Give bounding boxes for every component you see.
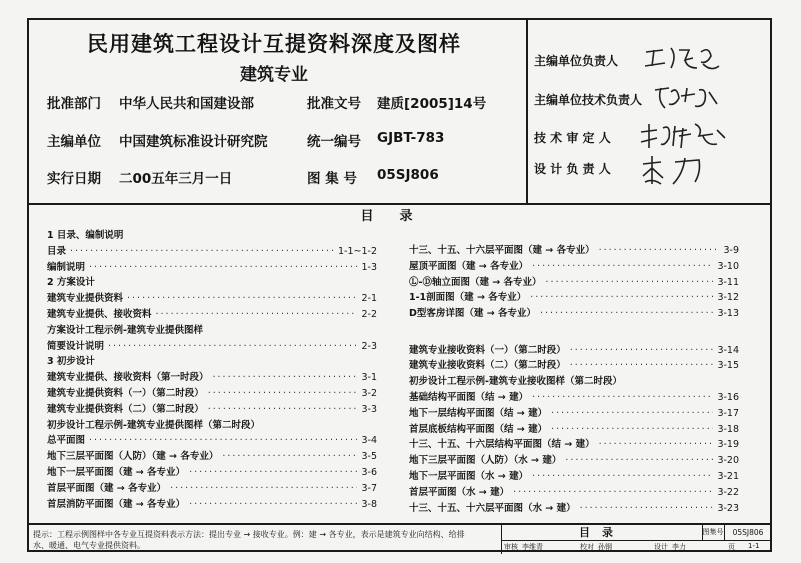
toc-entry-label: D型客房详图（建 → 各专业）	[409, 308, 536, 320]
toc-leader-dots	[570, 345, 714, 356]
toc-entry-label: 建筑专业提供、接收资料	[47, 309, 152, 320]
tb-designer-label: 设计	[654, 543, 668, 551]
drawing-frame	[27, 18, 772, 552]
toc-section-heading: 1 目录、编制说明	[47, 230, 124, 241]
toc-entry-page: 3-17	[717, 407, 739, 419]
toc-entry-page: 2-3	[361, 340, 377, 352]
toc-entry-page: 3-7	[361, 482, 377, 494]
sig-role-designer: 设 计 负 责 人	[534, 162, 611, 176]
sig-role-chief-tech: 主编单位技术负责人	[534, 93, 643, 107]
toc-entry-label: 地下三层平面图（人防）（建 → 各专业）	[47, 451, 219, 463]
tb-page-label: 页	[728, 543, 735, 551]
field-label-editor: 主编单位	[47, 134, 101, 150]
toc-entry[interactable]	[409, 421, 739, 435]
footer-block	[29, 523, 770, 554]
document-subtitle: 建筑专业	[240, 65, 308, 85]
tb-page-value: 1-1	[748, 542, 760, 550]
toc-entry[interactable]	[47, 338, 377, 352]
signature-chief-tech	[651, 82, 721, 112]
toc-entry-page: 3-12	[717, 292, 739, 304]
toc-entry[interactable]	[409, 468, 739, 482]
toc-entry-label: 首层平面图（建 → 各专业）	[47, 482, 167, 494]
title-block-code-label: 图集号	[702, 525, 725, 541]
toc-entry[interactable]	[409, 305, 739, 319]
toc-entry-label: 总平面图	[47, 435, 86, 447]
toc-entry-label: 地下一层平面图（建 → 各专业）	[47, 467, 186, 478]
toc-entry-label: 十三、十五、十六层结构平面图（结 → 建）	[409, 439, 595, 451]
toc-entry-page: 3-8	[361, 498, 377, 510]
toc-entry-label: 建筑专业接收资料（二）（第二时段）	[409, 360, 566, 372]
field-value-atlas-no: 05SJ806	[377, 167, 439, 183]
toc-leader-dots	[89, 262, 357, 273]
sig-role-reviewer: 技 术 审 定 人	[534, 131, 611, 145]
toc-leader-dots	[599, 439, 714, 450]
toc-entry-page: 3-3	[361, 403, 377, 415]
toc-entry[interactable]	[47, 496, 377, 510]
title-block	[501, 525, 771, 554]
toc-leader-dots	[213, 372, 358, 383]
toc-entry-page: 3-9	[723, 245, 739, 256]
field-label-atlas-no: 图 集 号	[307, 171, 357, 187]
field-value-approval-dept: 中华人民共和国建设部	[119, 96, 254, 112]
toc-entry[interactable]	[47, 243, 377, 257]
toc-entry[interactable]	[47, 464, 377, 478]
toc-leader-dots	[551, 408, 713, 419]
toc-entry-label: 首层底板结构平面图（结 → 建）	[409, 423, 548, 435]
toc-entry[interactable]	[409, 289, 739, 303]
toc-leader-dots	[599, 245, 720, 256]
toc-entry-page: 3-10	[717, 260, 739, 272]
field-value-editor: 中国建筑标准设计研究院	[119, 134, 268, 150]
toc-entry-page: 2-1	[361, 293, 377, 305]
field-label-effective-date: 实行日期	[47, 171, 101, 187]
toc-entry[interactable]	[409, 500, 739, 514]
toc-entry-label: 首层消防平面图（建 → 各专业）	[47, 498, 186, 510]
toc-entry[interactable]	[47, 385, 377, 399]
toc-entry[interactable]	[409, 274, 739, 288]
toc-entry[interactable]	[409, 436, 739, 450]
toc-entry[interactable]	[47, 448, 377, 462]
toc-entry-page: 1-3	[361, 261, 377, 273]
toc-leader-dots	[532, 261, 713, 272]
toc-title: 目录	[360, 209, 439, 224]
toc-leader-dots	[170, 483, 357, 494]
toc-leader-dots	[532, 392, 713, 403]
toc-leader-dots	[108, 341, 357, 352]
toc-leader-dots	[208, 388, 358, 399]
tb-checker-label: 校对	[580, 543, 594, 551]
title-block-signoff-row	[502, 541, 771, 553]
toc-entry-label: 地下三层平面图（人防）（水 → 建）	[409, 455, 562, 467]
field-value-approval-no: 建质[2005]14号	[377, 96, 487, 112]
toc-entry-page: 3-18	[717, 423, 739, 435]
toc-section-heading: 初步设计工程示例-建筑专业接收图样（第二时段）	[409, 376, 622, 388]
signature-reviewer	[637, 118, 729, 152]
toc-leader-dots	[208, 404, 358, 415]
toc-entry[interactable]	[47, 401, 377, 415]
toc-entry-page: 3-1	[361, 372, 377, 384]
field-label-approval-dept: 批准部门	[47, 96, 101, 112]
toc-entry-page: 3-16	[717, 391, 739, 403]
toc-section-heading: 方案设计工程示例-建筑专业提供图样	[47, 324, 203, 336]
toc-entry[interactable]	[47, 432, 377, 446]
toc-entry[interactable]	[409, 258, 739, 272]
header-divider	[526, 20, 528, 203]
toc-leader-dots	[156, 309, 358, 320]
signature-designer	[639, 154, 715, 188]
document-title: 民用建筑工程设计互提资料深度及图样	[87, 32, 461, 56]
toc-entry[interactable]	[409, 357, 739, 371]
toc-section-heading: 初步设计工程示例-建筑专业提供图样（第二时段）	[47, 419, 260, 431]
toc-leader-dots	[189, 467, 357, 478]
toc-leader-dots	[189, 499, 357, 510]
toc-entry[interactable]	[409, 405, 739, 419]
field-value-unified-no: GJBT-783	[377, 130, 445, 146]
toc-leader-dots	[127, 293, 357, 304]
toc-entry-label: 地下一层平面图（水 → 建）	[409, 470, 529, 482]
toc-leader-dots	[580, 503, 714, 514]
sig-role-chief-unit: 主编单位负责人	[534, 54, 619, 68]
field-label-unified-no: 统一编号	[307, 134, 361, 150]
toc-leader-dots	[565, 455, 713, 466]
toc-entry-label: 建筑专业提供资料（二）（第二时段）	[47, 403, 204, 415]
toc-leader-dots	[551, 424, 713, 435]
toc-entry-label: 首层平面图（水 → 建）	[409, 486, 510, 498]
footer-note: 提示：工程示例图样中各专业互提资料表示方法：提出专业 → 接收专业。例：建 → 各专业，表示是建筑专业向结构、给排水、暖通、电气专业提供资料。	[33, 530, 465, 550]
toc-entry[interactable]	[47, 259, 377, 273]
toc-entry-page: 3-21	[717, 470, 739, 482]
field-label-approval-no: 批准文号	[307, 96, 361, 112]
toc-entry-label: 编制说明	[47, 261, 86, 273]
toc-entry-page: 3-4	[361, 435, 377, 447]
toc-entry[interactable]	[47, 369, 377, 383]
toc-leader-dots	[546, 277, 714, 288]
title-block-title: 目录	[502, 525, 703, 541]
toc-leader-dots	[530, 292, 713, 303]
toc-entry[interactable]	[409, 452, 739, 466]
toc-entry-label: 建筑专业提供资料（一）（第二时段）	[47, 388, 204, 399]
toc-entry[interactable]	[47, 306, 377, 320]
toc-entry-page: 3-20	[717, 455, 739, 467]
toc-entry[interactable]	[409, 389, 739, 403]
field-value-effective-date: 二00五年三月一日	[119, 171, 233, 187]
toc-entry-page: 3-19	[717, 439, 739, 451]
toc-entry-label: 十三、十五、十六层平面图（建 → 各专业）	[409, 245, 595, 256]
toc-leader-dots	[513, 487, 713, 498]
toc-entry-label: 建筑专业接收资料（一）（第二时段）	[409, 344, 566, 356]
toc-entry-page: 3-2	[361, 388, 377, 399]
toc-entry[interactable]	[409, 342, 739, 356]
toc-entry[interactable]	[409, 242, 739, 256]
toc-entry-page: 3-22	[717, 486, 739, 498]
title-block-code: 05SJ806	[725, 525, 771, 541]
toc-entry-page: 3-11	[717, 276, 739, 288]
toc-entry-label: 建筑专业提供、接收资料（第一时段）	[47, 372, 209, 384]
toc-entry-label: 屋顶平面图（建 → 各专业）	[409, 260, 529, 272]
toc-entry-label: 地下一层结构平面图（结 → 建）	[409, 407, 548, 419]
toc-entry-page: 1-1~1-2	[338, 245, 377, 257]
toc-entry-label: 简要设计说明	[47, 340, 105, 352]
toc-leader-dots	[570, 360, 714, 371]
toc-section-heading: 2 方案设计	[47, 277, 95, 289]
toc-entry-page: 3-14	[717, 344, 739, 356]
toc-entry[interactable]	[47, 290, 377, 304]
toc-entry-page: 3-23	[717, 502, 739, 514]
signature-chief-unit	[641, 42, 721, 74]
toc-leader-dots	[89, 435, 357, 446]
toc-entry-page: 3-6	[361, 467, 377, 478]
toc-entry-page: 3-5	[361, 451, 377, 463]
toc-leader-dots	[222, 451, 357, 462]
toc-entry-page: 2-2	[361, 309, 377, 320]
toc-entry-label: 目录	[47, 245, 67, 257]
toc-leader-dots	[532, 471, 713, 482]
toc-entry-page: 3-13	[717, 308, 739, 320]
toc-entry-label: 基础结构平面图（结 → 建）	[409, 391, 529, 403]
tb-reviewer-name: 李维青	[522, 543, 543, 551]
toc-leader-dots	[540, 308, 713, 319]
toc-entry[interactable]	[409, 484, 739, 498]
toc-entry-label: Ⓛ-Ⓓ轴立面图（建 → 各专业）	[409, 276, 542, 288]
toc-section-heading: 3 初步设计	[47, 356, 95, 368]
toc-entry-label: 建筑专业提供资料	[47, 293, 124, 305]
toc-entry[interactable]	[47, 480, 377, 494]
tb-designer-name: 李力	[672, 543, 686, 551]
toc-entry-label: 1-1剖面图（建 → 各专业）	[409, 292, 527, 304]
toc-entry-label: 十三、十五、十六层平面图（水 → 建）	[409, 502, 576, 514]
tb-reviewer-label: 审核	[504, 543, 518, 551]
toc-entry-page: 3-15	[717, 360, 739, 372]
toc-leader-dots	[70, 246, 334, 257]
header-block	[29, 20, 770, 205]
tb-checker-name: 孙钢	[598, 543, 612, 551]
